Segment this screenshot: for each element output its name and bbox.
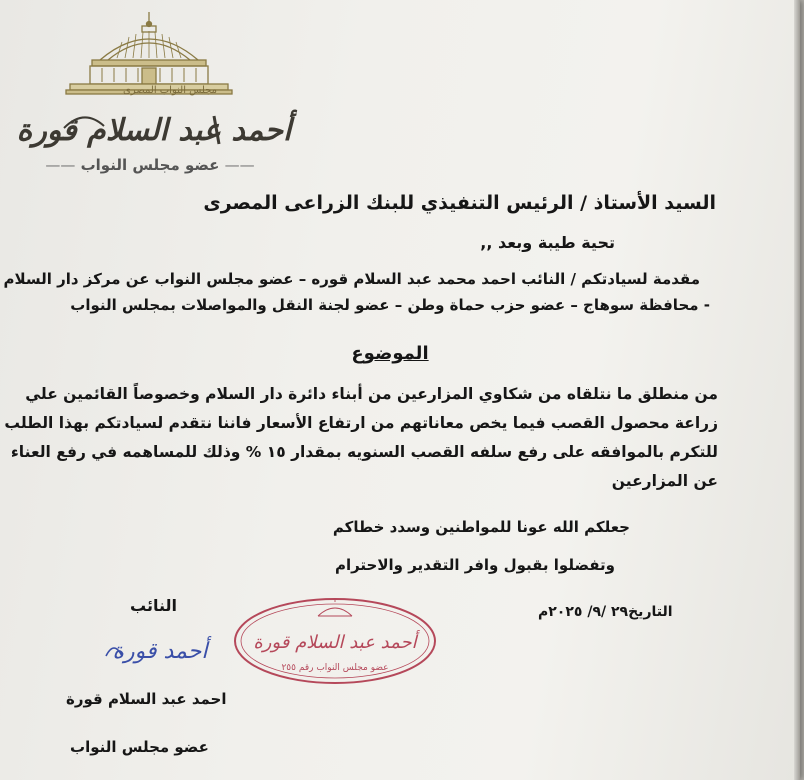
subject-title: الموضوع xyxy=(351,343,429,364)
svg-text:أحمد قورة: أحمد قورة xyxy=(112,639,208,664)
body-line: زراعة محصول القصب فيما يخص معاناتهم من ارتفاع الأسعار فاننا نتقدم لسيادتكم بهذا الطلب xyxy=(4,414,718,432)
greeting-line: تحية طيبة وبعد ,, xyxy=(480,233,615,252)
letterhead-member-title: —— عضو مجلس النواب —— xyxy=(45,156,255,174)
signatory-title: النائب xyxy=(130,596,177,615)
calligraphy-name-text: أحمد عبد السلام قورة xyxy=(16,113,292,148)
body-line: عن المزارعين xyxy=(611,472,718,490)
seal-subtitle: عضو مجلس النواب رقم ٢٥٥ xyxy=(281,663,389,673)
signatory-role: عضو مجلس النواب xyxy=(70,738,209,756)
page-edge xyxy=(794,0,800,780)
closing-prayer: جعلكم الله عونا للمواطنين وسدد خطاكم xyxy=(332,518,630,536)
intro-line: مقدمة لسيادتكم / النائب احمد محمد عبد السلام قوره – عضو مجلس النواب عن مركز دار السلام xyxy=(3,270,700,288)
handwritten-signature xyxy=(100,626,220,676)
signatory-name: احمد عبد السلام قورة xyxy=(66,690,227,708)
body-line: من منطلق ما نتلقاه من شكاوي المزارعين من أبناء دائرة دار السلام وخصوصاً القائمين علي xyxy=(25,385,718,403)
emblem-caption: مجلس النواب المصرى xyxy=(122,85,218,96)
official-seal-stamp xyxy=(232,596,438,686)
calligraphy-name-logo xyxy=(16,98,292,160)
closing-regards: وتفضلوا بقبول وافر التقدير والاحترام xyxy=(334,556,615,574)
date-line: التاريخ٢٩ /٩/ ٢٠٢٥م xyxy=(538,604,673,620)
addressee-line: السيد الأستاذ / الرئيس التنفيذي للبنك الزراعى المصرى xyxy=(203,192,716,214)
intro-line: - محافظة سوهاج – عضو حزب حماة وطن – عضو لجنة النقل والمواصلات بمجلس النواب xyxy=(70,296,710,314)
body-line: للتكرم بالموافقه على رفع سلفه القصب السنويه بمقدار ١٥ % وذلك للمساهمه في رفع العناء xyxy=(10,443,718,461)
seal-name: أحمد عبد السلام قورة xyxy=(253,632,417,653)
